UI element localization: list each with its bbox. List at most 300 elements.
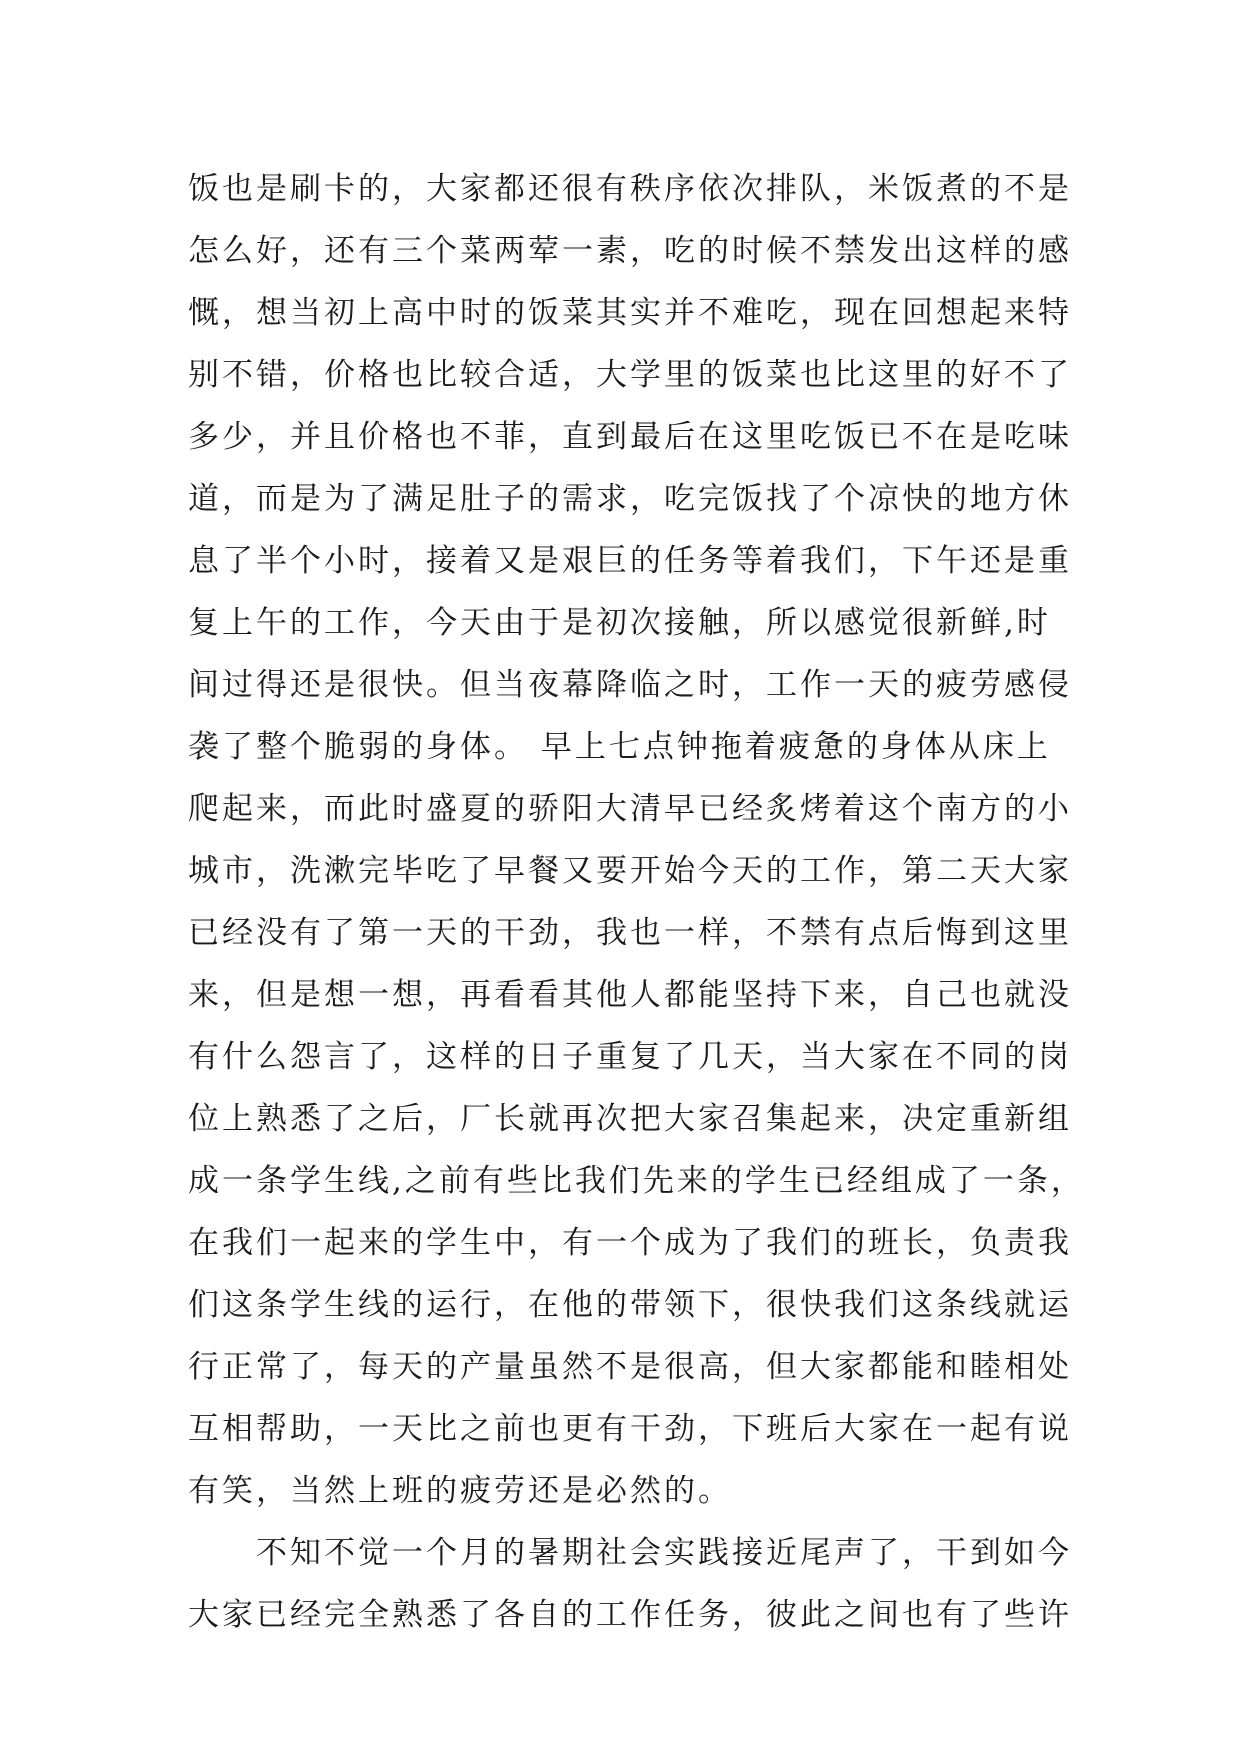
text-char: 两 <box>494 233 528 269</box>
text-char: 的 <box>562 1597 596 1633</box>
text-char: 怎 <box>188 233 222 269</box>
text-char: 帮 <box>256 1411 290 1447</box>
text-char: 不 <box>324 1535 358 1571</box>
text-char: 着 <box>744 729 779 765</box>
text-char: 开 <box>630 853 664 889</box>
text-char: 起 <box>970 1411 1004 1447</box>
text-char: 家 <box>834 1349 868 1385</box>
text-char: 也 <box>902 1597 936 1633</box>
text-char: 又 <box>562 853 596 889</box>
text-char: ， <box>426 977 460 1013</box>
text-char: 在 <box>528 1287 562 1323</box>
text-char: ， <box>392 1039 426 1075</box>
text-char: 他 <box>596 977 630 1013</box>
text-char: 了 <box>1038 357 1072 393</box>
text-char: ， <box>630 481 664 517</box>
text-char: 也 <box>426 419 460 455</box>
text-char: 排 <box>766 171 800 207</box>
text-char: 不 <box>222 357 256 393</box>
text-char: 上 <box>358 295 392 331</box>
text-char: 夏 <box>460 791 494 827</box>
text-char: ， <box>222 977 256 1013</box>
text-char: 侵 <box>1038 667 1072 703</box>
text-line <box>188 902 1072 964</box>
text-char: 尾 <box>800 1535 834 1571</box>
text-char: 的 <box>902 667 936 703</box>
text-char: 饭 <box>732 357 766 393</box>
text-char: 着 <box>834 791 868 827</box>
text-char: 助 <box>290 1411 324 1447</box>
text-char: 然 <box>562 1349 596 1385</box>
text-char: 也 <box>630 915 664 951</box>
text-char: 惫 <box>812 729 847 765</box>
text-char: 作 <box>834 853 868 889</box>
text-char: 身 <box>880 729 915 765</box>
text-char: 着 <box>766 543 800 579</box>
text-char: 最 <box>630 419 664 455</box>
text-char: 方 <box>970 791 1004 827</box>
text-char: 从 <box>948 729 983 765</box>
text-char: 洗 <box>290 853 324 889</box>
text-char: 经 <box>846 1163 881 1199</box>
text-char: 必 <box>596 1473 630 1509</box>
text-char: 的 <box>460 915 494 951</box>
text-char: 当 <box>290 295 324 331</box>
text-char: 队 <box>800 171 834 207</box>
text-char: 成 <box>664 1225 698 1261</box>
text-char: 二 <box>936 853 970 889</box>
text-char: 的 <box>710 1163 745 1199</box>
text-char: 。 <box>698 1473 732 1509</box>
text-char: 里 <box>1038 915 1072 951</box>
text-char: 小 <box>1038 791 1072 827</box>
text-char: 运 <box>1038 1287 1072 1323</box>
text-char: 漱 <box>324 853 358 889</box>
text-char: 价 <box>324 357 358 393</box>
text-char: 足 <box>426 481 460 517</box>
text-char: 这 <box>902 1287 936 1323</box>
text-char: 高 <box>392 295 426 331</box>
text-char: 完 <box>324 1597 358 1633</box>
text-char: 行 <box>188 1349 222 1385</box>
text-char: 岗 <box>1038 1039 1072 1075</box>
text-char: 后 <box>392 1101 426 1137</box>
text-char: 的 <box>1004 791 1038 827</box>
text-char: 有 <box>936 1597 970 1633</box>
text-line <box>188 778 1072 840</box>
text-char: 已 <box>812 1163 847 1199</box>
text-char: 厂 <box>460 1101 494 1137</box>
text-char: 子 <box>562 1039 596 1075</box>
text-char: 多 <box>188 419 222 455</box>
text-char: 的 <box>494 1535 528 1571</box>
text-char: 了 <box>358 481 392 517</box>
text-char: ， <box>392 605 426 641</box>
text-char: 的 <box>936 481 970 517</box>
text-char: 于 <box>528 605 562 641</box>
text-char: 的 <box>834 1225 868 1261</box>
text-char: 不 <box>1004 357 1038 393</box>
text-char: 特 <box>1038 295 1072 331</box>
text-char: 饭 <box>732 481 766 517</box>
text-char: 阳 <box>562 791 596 827</box>
text-char: 能 <box>902 1349 936 1385</box>
text-char: 素 <box>596 233 630 269</box>
text-char: 有 <box>596 171 630 207</box>
text-char: 领 <box>664 1287 698 1323</box>
text-char: 家 <box>1038 853 1072 889</box>
text-char: ， <box>256 853 290 889</box>
text-char: 还 <box>324 233 358 269</box>
text-char: 袭 <box>188 729 222 765</box>
text-char: 劲 <box>664 1411 698 1447</box>
text-char: 我 <box>800 543 834 579</box>
text-char: 一 <box>290 1225 324 1261</box>
text-char: 并 <box>290 419 324 455</box>
text-char: 工 <box>324 605 358 641</box>
text-char: 在 <box>188 1225 222 1261</box>
text-line <box>188 1088 1072 1150</box>
text-char: 的 <box>698 357 732 393</box>
text-char: 长 <box>494 1101 528 1137</box>
text-char: 学 <box>290 1287 324 1323</box>
text-char: 熟 <box>392 1597 426 1633</box>
text-char: ， <box>256 1473 290 1509</box>
text-char: 我 <box>1038 1225 1072 1261</box>
text-char: 天 <box>426 915 460 951</box>
text-char: 干 <box>936 1535 970 1571</box>
text-char: 当 <box>494 667 528 703</box>
text-char: 生 <box>778 1163 813 1199</box>
text-char: 第 <box>358 915 392 951</box>
text-char: 几 <box>698 1039 732 1075</box>
text-char: 都 <box>664 977 698 1013</box>
text-char: 然 <box>630 1473 664 1509</box>
text-char: 样 <box>970 233 1004 269</box>
text-char: 各 <box>494 1597 528 1633</box>
text-char: 回 <box>902 295 936 331</box>
text-char: 初 <box>324 295 358 331</box>
text-char: 上 <box>1016 729 1051 765</box>
text-char: 在 <box>936 419 970 455</box>
text-char: 第 <box>902 853 936 889</box>
text-line <box>188 220 1072 282</box>
text-char: 重 <box>596 1039 630 1075</box>
text-char: 相 <box>222 1411 256 1447</box>
text-char: 和 <box>936 1349 970 1385</box>
text-char: 负 <box>970 1225 1004 1261</box>
text-char: 到 <box>970 1535 1004 1571</box>
text-char: 复 <box>630 1039 664 1075</box>
text-char: 一 <box>358 1411 392 1447</box>
text-char: ， <box>732 1597 766 1633</box>
text-char: 会 <box>630 1535 664 1571</box>
text-char: 正 <box>222 1349 256 1385</box>
text-char: 们 <box>868 1287 902 1323</box>
text-char: 很 <box>562 171 596 207</box>
text-char: 饭 <box>834 419 868 455</box>
text-char: 是 <box>630 1349 664 1385</box>
text-char: 起 <box>222 791 256 827</box>
text-char: 么 <box>222 233 256 269</box>
text-char: 今 <box>1038 1535 1072 1571</box>
text-char: 。 <box>426 667 460 703</box>
text-char: 看 <box>494 977 528 1013</box>
text-char: 时 <box>698 667 732 703</box>
text-char: ， <box>290 357 324 393</box>
text-char: 餐 <box>528 853 562 889</box>
text-char: 了 <box>460 853 494 889</box>
text-char: 我 <box>766 1225 800 1261</box>
text-char: 运 <box>426 1287 460 1323</box>
text-char: 秩 <box>630 171 664 207</box>
text-char: 次 <box>630 605 664 641</box>
text-char: 的 <box>630 543 664 579</box>
text-char: 什 <box>222 1039 256 1075</box>
text-char: 天 <box>392 1349 426 1385</box>
text-line <box>188 1584 1072 1646</box>
text-char: 线 <box>970 1287 1004 1323</box>
text-char: 身 <box>426 729 460 765</box>
text-char: 了 <box>970 1597 1004 1633</box>
text-char: 脆 <box>324 729 358 765</box>
text-char: 也 <box>970 977 1004 1013</box>
text-char: 早 <box>664 791 698 827</box>
text-char: 不 <box>800 233 834 269</box>
text-char: 彼 <box>766 1597 800 1633</box>
text-char: 完 <box>358 853 392 889</box>
text-char: 炙 <box>766 791 800 827</box>
body-text <box>188 158 1085 1646</box>
text-char: 禁 <box>800 915 834 951</box>
text-line <box>188 964 1072 1026</box>
text-char: 一 <box>222 1163 256 1199</box>
text-char: 条 <box>936 1287 970 1323</box>
text-char: 来 <box>834 1101 868 1137</box>
text-char: 起 <box>800 1101 834 1137</box>
text-char: 家 <box>698 1101 732 1137</box>
text-char: 已 <box>698 791 732 827</box>
text-char: ， <box>528 1225 562 1261</box>
text-line <box>188 344 1072 406</box>
text-char: 不 <box>766 915 800 951</box>
text-char: 是 <box>1038 171 1072 207</box>
text-char: 一 <box>664 915 698 951</box>
text-char: ， <box>902 1535 936 1571</box>
text-char: ， <box>494 1287 528 1323</box>
text-char: 不 <box>1004 171 1038 207</box>
text-char: 间 <box>188 667 222 703</box>
text-char: 睦 <box>970 1349 1004 1385</box>
text-char: ， <box>324 1349 358 1385</box>
text-char: 饭 <box>188 171 222 207</box>
text-char: 重 <box>1038 543 1072 579</box>
text-char: 个 <box>630 1225 664 1261</box>
text-char: 们 <box>188 1287 222 1323</box>
text-char: 完 <box>698 481 732 517</box>
text-char: 。 <box>494 729 528 765</box>
text-char: 有 <box>472 1163 507 1199</box>
text-char: 的 <box>290 605 324 641</box>
text-char: 个 <box>426 233 460 269</box>
text-char: 价 <box>358 419 392 455</box>
text-char: 再 <box>562 1101 596 1137</box>
text-char: 来 <box>676 1163 711 1199</box>
text-char: 悔 <box>936 915 970 951</box>
text-char: 煮 <box>936 171 970 207</box>
text-char: 子 <box>494 481 528 517</box>
text-char: 后 <box>800 1411 834 1447</box>
text-char: 更 <box>562 1411 596 1447</box>
text-char: 样 <box>698 915 732 951</box>
text-char: 是 <box>290 977 324 1013</box>
text-char: 临 <box>630 667 664 703</box>
text-char: 求 <box>596 481 630 517</box>
text-char: 位 <box>188 1101 222 1137</box>
text-char: 七 <box>608 729 643 765</box>
text-char: 大 <box>426 171 460 207</box>
text-char: 的 <box>392 1287 426 1323</box>
text-char: 组 <box>880 1163 915 1199</box>
text-char: ， <box>562 915 596 951</box>
text-char: 量 <box>494 1349 528 1385</box>
text-char: 实 <box>664 1535 698 1571</box>
text-char: ， <box>426 1101 460 1137</box>
text-char: 学 <box>744 1163 779 1199</box>
text-char: 家 <box>222 1597 256 1633</box>
text-char: 过 <box>222 667 256 703</box>
text-char: 米 <box>868 171 902 207</box>
text-char: 得 <box>256 667 290 703</box>
text-char: 骄 <box>528 791 562 827</box>
text-char: 生 <box>324 1163 358 1199</box>
text-char: 盛 <box>426 791 460 827</box>
text-line <box>188 1150 1085 1212</box>
text-char: 学 <box>630 357 664 393</box>
text-char: 个 <box>290 729 324 765</box>
text-char: 好 <box>256 233 290 269</box>
text-char: 了 <box>324 915 358 951</box>
text-char: 有 <box>834 915 868 951</box>
text-char: 一 <box>936 1411 970 1447</box>
text-char: 有 <box>188 1473 222 1509</box>
text-char: 重 <box>970 1101 1004 1137</box>
text-char: 半 <box>256 543 290 579</box>
text-char: 成 <box>914 1163 949 1199</box>
text-line <box>188 1026 1072 1088</box>
text-char: 点 <box>642 729 677 765</box>
text-char: 大 <box>834 1411 868 1447</box>
text-char: 中 <box>494 1225 528 1261</box>
text-char: , <box>392 1163 405 1199</box>
text-char: 毕 <box>392 853 426 889</box>
text-char: 学 <box>290 1163 324 1199</box>
text-char: 起 <box>324 1225 358 1261</box>
paragraph-start-line <box>188 1522 1072 1584</box>
text-char: ， <box>562 357 596 393</box>
text-char: 大 <box>596 791 630 827</box>
text-line <box>188 1398 1072 1460</box>
text-char: 大 <box>596 357 630 393</box>
text-char: 的 <box>494 791 528 827</box>
text-char: 就 <box>1004 977 1038 1013</box>
text-char: 三 <box>392 233 426 269</box>
text-char: 很 <box>902 605 936 641</box>
text-char: 是 <box>562 605 596 641</box>
text-char: 的 <box>1004 233 1038 269</box>
text-char: 的 <box>426 1349 460 1385</box>
text-char: 想 <box>324 977 358 1013</box>
text-char: 社 <box>596 1535 630 1571</box>
text-char: 个 <box>834 481 868 517</box>
text-char: 出 <box>902 233 936 269</box>
text-char: 之 <box>834 1597 868 1633</box>
text-char: 言 <box>324 1039 358 1075</box>
text-char: 到 <box>596 419 630 455</box>
text-char: 了 <box>664 1039 698 1075</box>
text-char: 新 <box>1004 1101 1038 1137</box>
text-char: 践 <box>698 1535 732 1571</box>
text-char: 方 <box>1004 481 1038 517</box>
text-char: 的 <box>698 233 732 269</box>
text-char: 干 <box>630 1411 664 1447</box>
text-char: 下 <box>902 543 936 579</box>
text-char: 条 <box>1016 1163 1051 1199</box>
text-char: 之 <box>460 1411 494 1447</box>
text-char: 决 <box>902 1101 936 1137</box>
text-char: 成 <box>188 1163 222 1199</box>
text-char: 的 <box>596 1287 630 1323</box>
text-char: 起 <box>970 295 1004 331</box>
text-char: 是 <box>970 419 1004 455</box>
text-char: 为 <box>324 481 358 517</box>
text-char: 吃 <box>800 419 834 455</box>
text-char: 有 <box>290 915 324 951</box>
text-char: 看 <box>528 977 562 1013</box>
text-char: 但 <box>256 977 290 1013</box>
text-char: 作 <box>358 605 392 641</box>
text-char: 笑 <box>222 1473 256 1509</box>
text-char: 能 <box>698 977 732 1013</box>
text-char: 是 <box>528 543 562 579</box>
text-line <box>188 592 1051 654</box>
text-char: 来 <box>358 1225 392 1261</box>
text-char: 悉 <box>290 1101 324 1137</box>
text-char: 到 <box>970 915 1004 951</box>
text-char: 任 <box>664 543 698 579</box>
text-char: ， <box>392 171 426 207</box>
text-char: 感 <box>1004 667 1038 703</box>
text-char: 然 <box>324 1473 358 1509</box>
text-char: 已 <box>868 419 902 455</box>
text-char: ， <box>868 543 902 579</box>
text-char: 合 <box>494 357 528 393</box>
text-char: 劳 <box>494 1473 528 1509</box>
text-char: 其 <box>596 295 630 331</box>
text-char: 坚 <box>732 977 766 1013</box>
text-char: 接 <box>732 1535 766 1571</box>
text-line <box>188 282 1072 344</box>
text-char: 干 <box>494 915 528 951</box>
text-char: 天 <box>732 1039 766 1075</box>
text-char: 这 <box>868 357 902 393</box>
text-char: 不 <box>256 1535 290 1571</box>
text-char: 午 <box>256 605 290 641</box>
text-char: 荤 <box>528 233 562 269</box>
text-char: 快 <box>800 1287 834 1323</box>
text-char: 经 <box>222 915 256 951</box>
text-line <box>188 468 1072 530</box>
